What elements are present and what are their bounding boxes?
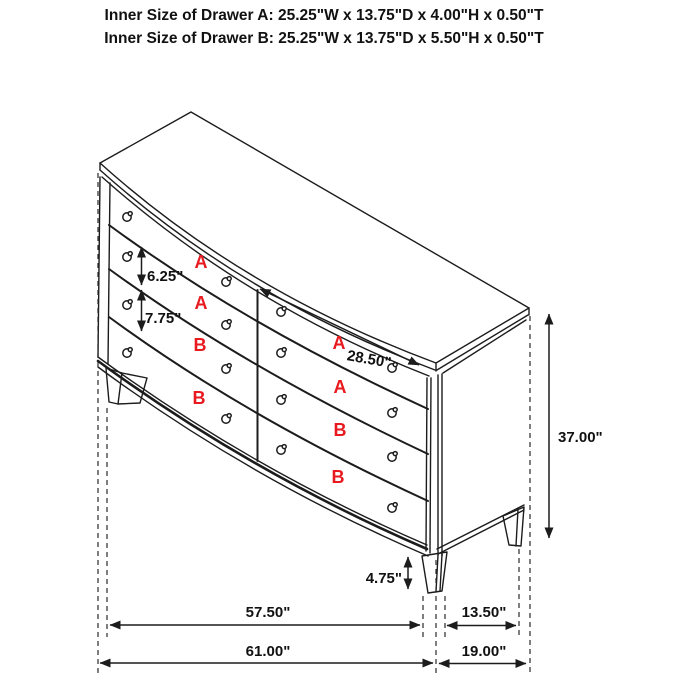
drawer-letter-left-4: B bbox=[192, 388, 206, 408]
drawer-b-size-text: Inner Size of Drawer B: 25.25"W x 13.75"D x 5.50"H x 0.50"T bbox=[104, 30, 544, 47]
dresser-skirt bbox=[98, 357, 524, 556]
dim-overall-depth: 19.00" bbox=[461, 643, 507, 660]
dim-front-leg-span-width: 57.50" bbox=[245, 604, 291, 621]
dim-right-section-width: 28.50" bbox=[345, 347, 393, 372]
dim-leg-height: 4.75" bbox=[365, 570, 402, 587]
dim-drawer-a-face-height: 6.25" bbox=[147, 268, 184, 285]
dresser-legs bbox=[106, 368, 524, 593]
drawer-a-size-text: Inner Size of Drawer A: 25.25"W x 13.75"D x 4.00"H x 0.50"T bbox=[104, 7, 544, 24]
front-right-leg bbox=[422, 552, 447, 593]
drawer-letter-right-2: A bbox=[333, 377, 347, 397]
drawer-letter-right-1: A bbox=[332, 333, 346, 353]
dresser-drawing bbox=[98, 112, 529, 593]
drawer-letter-right-4: B bbox=[331, 467, 345, 487]
drawer-letter-right-3: B bbox=[333, 420, 347, 440]
drawer-letter-left-2: A bbox=[194, 293, 208, 313]
dim-side-leg-span-depth: 13.50" bbox=[461, 604, 507, 621]
dim-drawer-b-face-height: 7.75" bbox=[145, 310, 182, 327]
dim-overall-height: 37.00" bbox=[558, 429, 603, 446]
dim-overall-width: 61.00" bbox=[245, 643, 291, 660]
drawer-letter-left-3: B bbox=[193, 335, 207, 355]
drawer-letter-left-1: A bbox=[194, 252, 208, 272]
back-right-leg bbox=[503, 507, 524, 546]
